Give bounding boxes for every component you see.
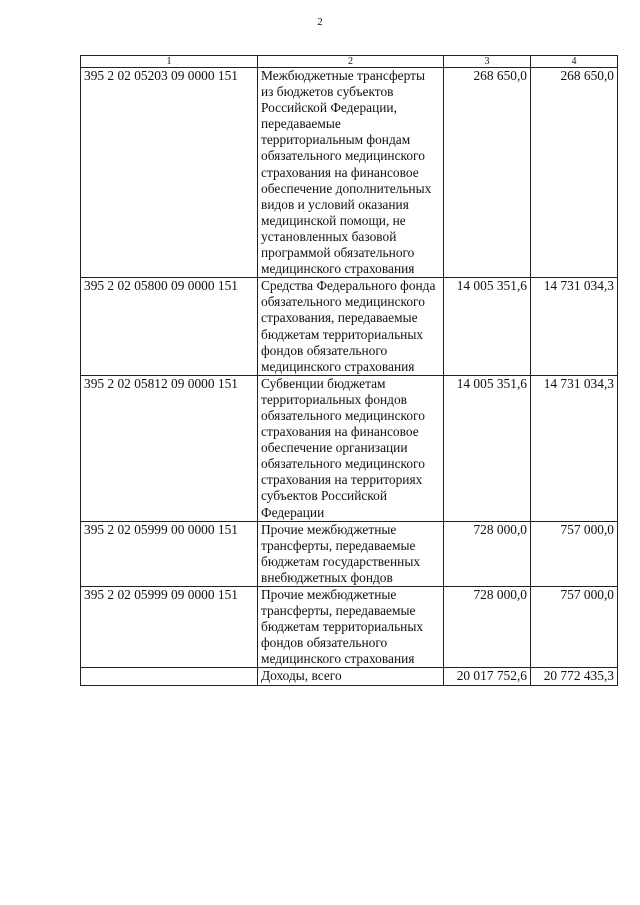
page-number: 2 <box>317 16 323 28</box>
total-code-cell <box>81 668 258 685</box>
amount-col4-cell: 757 000,0 <box>531 521 618 586</box>
amount-col4-cell: 757 000,0 <box>531 587 618 668</box>
budget-code-cell: 395 2 02 05999 00 0000 151 <box>81 521 258 586</box>
revenue-name-cell: Субвенции бюджетам территориальных фондов обязательного медицинского страхования на финансовое обеспечение организации обязательного медицинского страхования на территориях субъектов Российской Федерации <box>258 375 444 521</box>
budget-code-cell: 395 2 02 05800 09 0000 151 <box>81 278 258 376</box>
total-label: Доходы, всего <box>258 668 444 685</box>
amount-col4-cell: 268 650,0 <box>531 68 618 278</box>
amount-col3-cell: 728 000,0 <box>444 587 531 668</box>
table-row <box>81 375 618 521</box>
budget-revenue-table <box>80 55 618 686</box>
total-row <box>81 668 618 685</box>
table-row <box>81 68 618 278</box>
table-header-row <box>81 56 618 68</box>
column-header-4: 4 <box>531 56 618 68</box>
budget-code-cell: 395 2 02 05999 09 0000 151 <box>81 587 258 668</box>
column-header-2: 2 <box>258 56 444 68</box>
amount-col3-cell: 268 650,0 <box>444 68 531 278</box>
amount-col3-cell: 728 000,0 <box>444 521 531 586</box>
revenue-name-cell: Прочие межбюджетные трансферты, передаваемые бюджетам территориальных фондов обязательного медицинского страхования <box>258 587 444 668</box>
budget-code-cell: 395 2 02 05812 09 0000 151 <box>81 375 258 521</box>
amount-col4-cell: 14 731 034,3 <box>531 375 618 521</box>
column-header-1: 1 <box>81 56 258 68</box>
total-col3-cell: 20 017 752,6 <box>444 668 531 685</box>
total-col4-cell: 20 772 435,3 <box>531 668 618 685</box>
revenue-name-cell: Прочие межбюджетные трансферты, передаваемые бюджетам государственных внебюджетных фондов <box>258 521 444 586</box>
revenue-name-cell: Межбюджетные трансферты из бюджетов субъектов Российской Федерации, передаваемые территориальным фондам обязательного медицинского страхования на финансовое обеспечение дополнительных видов и условий оказания медицинской помощи, не установленных базовой программой обязательного медицинского страхования <box>258 68 444 278</box>
budget-code-cell: 395 2 02 05203 09 0000 151 <box>81 68 258 278</box>
amount-col3-cell: 14 005 351,6 <box>444 278 531 376</box>
table-row <box>81 278 618 376</box>
table-row <box>81 587 618 668</box>
revenue-name-cell: Средства Федерального фонда обязательного медицинского страхования, передаваемые бюджетам территориальных фондов обязательного медицинского страхования <box>258 278 444 376</box>
amount-col4-cell: 14 731 034,3 <box>531 278 618 376</box>
table-row <box>81 521 618 586</box>
amount-col3-cell: 14 005 351,6 <box>444 375 531 521</box>
column-header-3: 3 <box>444 56 531 68</box>
